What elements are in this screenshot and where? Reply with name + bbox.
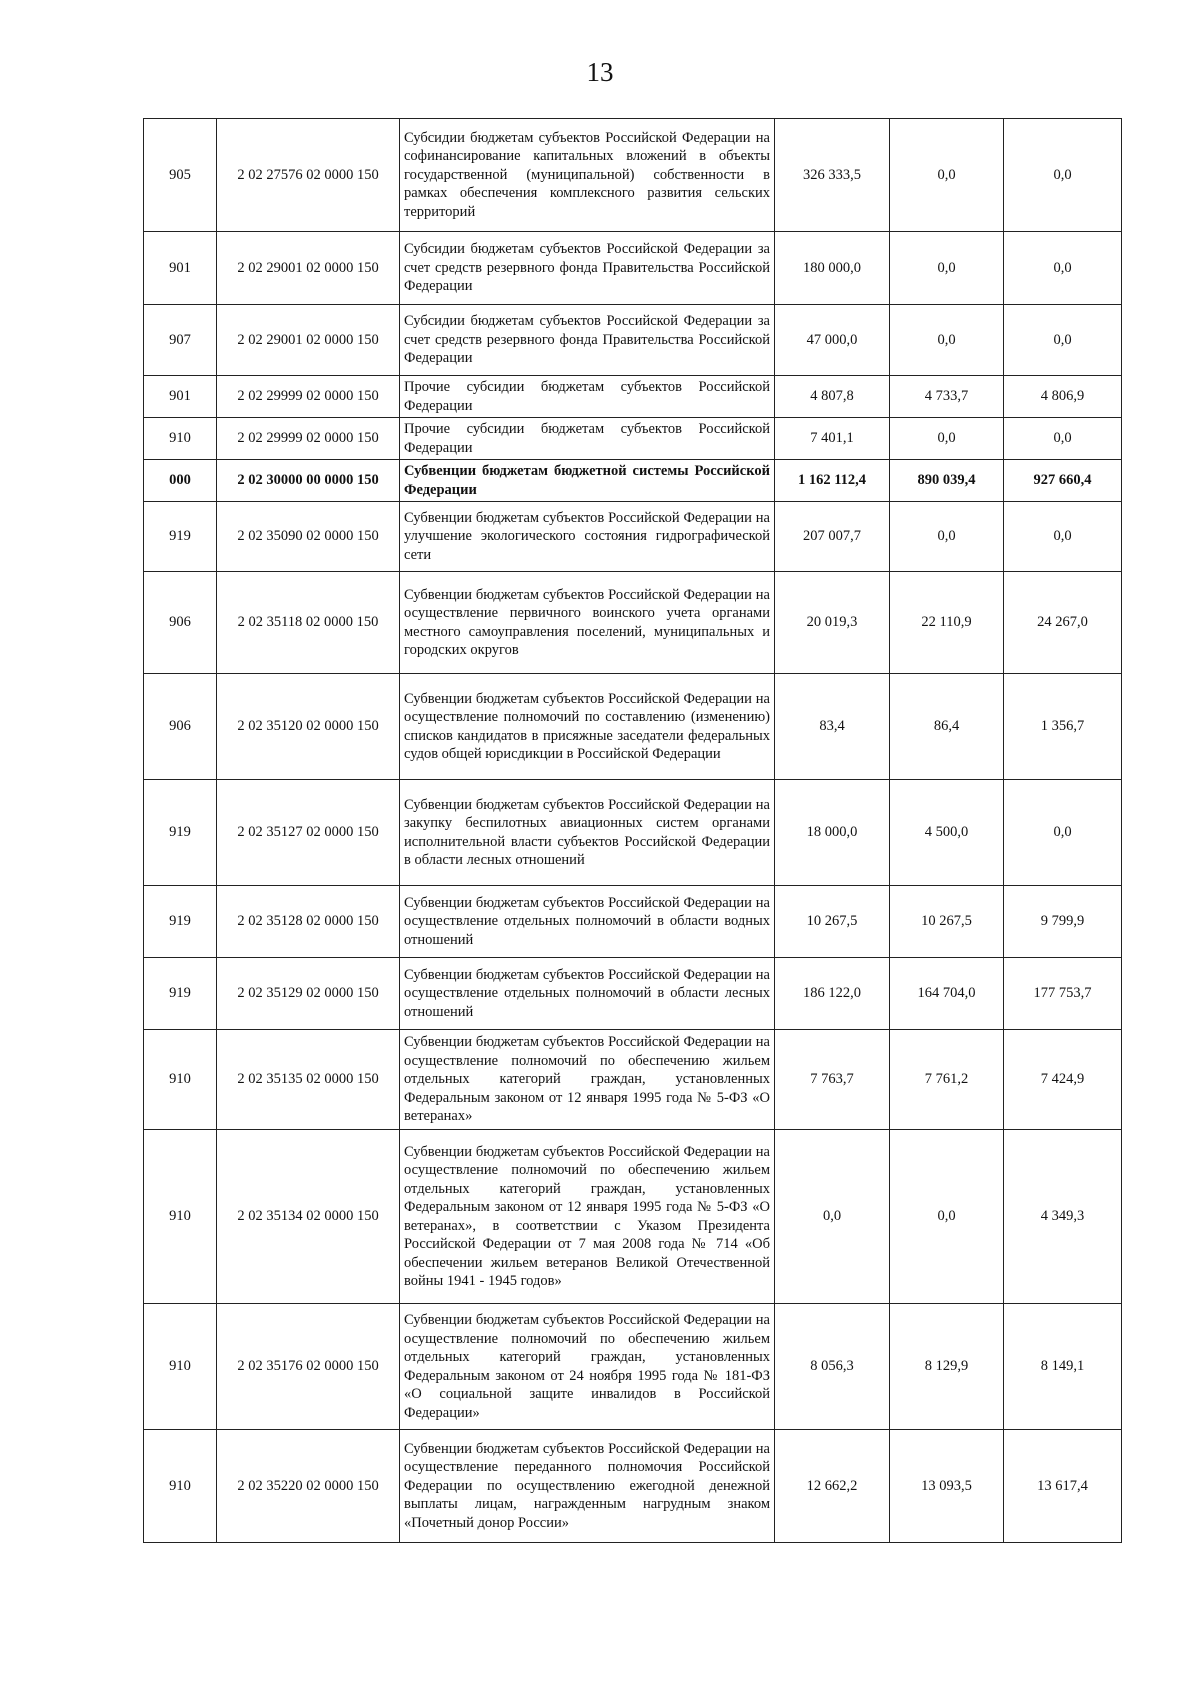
table-row xyxy=(144,572,1122,674)
amount-year-3-cell: 0,0 xyxy=(1004,780,1122,886)
amount-year-3-cell: 927 660,4 xyxy=(1004,460,1122,502)
admin-code-cell: 910 xyxy=(144,1030,217,1130)
revenue-code-cell: 2 02 35127 02 0000 150 xyxy=(217,780,400,886)
revenue-code-cell: 2 02 35090 02 0000 150 xyxy=(217,502,400,572)
revenue-code-cell: 2 02 35120 02 0000 150 xyxy=(217,674,400,780)
amount-year-2-cell: 7 761,2 xyxy=(890,1030,1004,1130)
amount-year-1-cell: 180 000,0 xyxy=(775,232,890,305)
revenue-name-cell: Субвенции бюджетам субъектов Российской Федерации на осуществление переданного полномочия Российской Федерации по осуществлению ежегодной денежной выплаты лицам, награжденным нагрудным знаком «Почетный донор России» xyxy=(400,1430,775,1543)
revenue-name-cell: Субсидии бюджетам субъектов Российской Федерации за счет средств резервного фонда Правительства Российской Федерации xyxy=(400,232,775,305)
revenue-code-cell: 2 02 30000 00 0000 150 xyxy=(217,460,400,502)
amount-year-2-cell: 86,4 xyxy=(890,674,1004,780)
revenue-code-cell: 2 02 35128 02 0000 150 xyxy=(217,886,400,958)
amount-year-1-cell: 326 333,5 xyxy=(775,119,890,232)
revenue-name-cell: Субвенции бюджетам субъектов Российской Федерации на осуществление полномочий по обеспечению жильем отдельных категорий граждан, установленных Федеральным законом от 24 ноября 1995 года № 181-ФЗ «О социальной защите инвалидов в Российской Федерации» xyxy=(400,1304,775,1430)
table-row xyxy=(144,958,1122,1030)
amount-year-2-cell: 4 500,0 xyxy=(890,780,1004,886)
revenue-name-cell: Субвенции бюджетам бюджетной системы Российской Федерации xyxy=(400,460,775,502)
revenue-code-cell: 2 02 35176 02 0000 150 xyxy=(217,1304,400,1430)
revenue-name-cell: Субвенции бюджетам субъектов Российской Федерации на осуществление полномочий по обеспечению жильем отдельных категорий граждан, установленных Федеральным законом от 12 января 1995 года № 5-ФЗ «О ветеранах», в соответствии с Указом Президента Российской Федерации от 7 мая 2008 года № 714 «Об обеспечении жильем ветеранов Великой Отечественной войны 1941 - 1945 годов» xyxy=(400,1130,775,1304)
amount-year-2-cell: 8 129,9 xyxy=(890,1304,1004,1430)
amount-year-3-cell: 24 267,0 xyxy=(1004,572,1122,674)
table-row xyxy=(144,1304,1122,1430)
amount-year-2-cell: 164 704,0 xyxy=(890,958,1004,1030)
amount-year-3-cell: 0,0 xyxy=(1004,502,1122,572)
admin-code-cell: 901 xyxy=(144,232,217,305)
revenue-name-cell: Субвенции бюджетам субъектов Российской Федерации на осуществление полномочий по составлению (изменению) списков кандидатов в присяжные заседатели федеральных судов общей юрисдикции в Российской Федерации xyxy=(400,674,775,780)
table-row xyxy=(144,376,1122,418)
revenue-name-cell: Субвенции бюджетам субъектов Российской Федерации на осуществление отдельных полномочий в области водных отношений xyxy=(400,886,775,958)
admin-code-cell: 901 xyxy=(144,376,217,418)
revenue-name-cell: Прочие субсидии бюджетам субъектов Российской Федерации xyxy=(400,376,775,418)
amount-year-1-cell: 207 007,7 xyxy=(775,502,890,572)
amount-year-3-cell: 13 617,4 xyxy=(1004,1430,1122,1543)
amount-year-1-cell: 10 267,5 xyxy=(775,886,890,958)
revenue-code-cell: 2 02 35129 02 0000 150 xyxy=(217,958,400,1030)
table-row xyxy=(144,780,1122,886)
revenue-name-cell: Прочие субсидии бюджетам субъектов Российской Федерации xyxy=(400,418,775,460)
revenue-code-cell: 2 02 35135 02 0000 150 xyxy=(217,1030,400,1130)
amount-year-1-cell: 47 000,0 xyxy=(775,305,890,376)
amount-year-3-cell: 1 356,7 xyxy=(1004,674,1122,780)
amount-year-2-cell: 0,0 xyxy=(890,232,1004,305)
admin-code-cell: 000 xyxy=(144,460,217,502)
amount-year-1-cell: 83,4 xyxy=(775,674,890,780)
amount-year-2-cell: 890 039,4 xyxy=(890,460,1004,502)
revenue-code-cell: 2 02 29001 02 0000 150 xyxy=(217,232,400,305)
admin-code-cell: 907 xyxy=(144,305,217,376)
table-row xyxy=(144,674,1122,780)
amount-year-2-cell: 0,0 xyxy=(890,305,1004,376)
table-row xyxy=(144,1430,1122,1543)
admin-code-cell: 919 xyxy=(144,958,217,1030)
amount-year-3-cell: 4 806,9 xyxy=(1004,376,1122,418)
amount-year-1-cell: 4 807,8 xyxy=(775,376,890,418)
amount-year-1-cell: 12 662,2 xyxy=(775,1430,890,1543)
amount-year-2-cell: 0,0 xyxy=(890,418,1004,460)
revenue-name-cell: Субсидии бюджетам субъектов Российской Федерации за счет средств резервного фонда Правительства Российской Федерации xyxy=(400,305,775,376)
amount-year-1-cell: 18 000,0 xyxy=(775,780,890,886)
revenue-name-cell: Субвенции бюджетам субъектов Российской Федерации на осуществление отдельных полномочий в области лесных отношений xyxy=(400,958,775,1030)
amount-year-3-cell: 0,0 xyxy=(1004,119,1122,232)
amount-year-2-cell: 4 733,7 xyxy=(890,376,1004,418)
amount-year-2-cell: 0,0 xyxy=(890,119,1004,232)
revenue-code-cell: 2 02 35118 02 0000 150 xyxy=(217,572,400,674)
revenue-name-cell: Субвенции бюджетам субъектов Российской Федерации на улучшение экологического состояния гидрографической сети xyxy=(400,502,775,572)
revenue-code-cell: 2 02 29999 02 0000 150 xyxy=(217,418,400,460)
table-row xyxy=(144,886,1122,958)
revenue-name-cell: Субсидии бюджетам субъектов Российской Федерации на софинансирование капитальных вложений в объекты государственной (муниципальной) собственности в рамках обеспечения комплексного развития сельских территорий xyxy=(400,119,775,232)
revenue-table xyxy=(143,118,1122,1543)
revenue-name-cell: Субвенции бюджетам субъектов Российской Федерации на осуществление первичного воинского учета органами местного самоуправления поселений, муниципальных и городских округов xyxy=(400,572,775,674)
admin-code-cell: 906 xyxy=(144,572,217,674)
table-row xyxy=(144,119,1122,232)
table-row xyxy=(144,305,1122,376)
revenue-code-cell: 2 02 29999 02 0000 150 xyxy=(217,376,400,418)
table-row xyxy=(144,502,1122,572)
amount-year-3-cell: 9 799,9 xyxy=(1004,886,1122,958)
revenue-code-cell: 2 02 27576 02 0000 150 xyxy=(217,119,400,232)
amount-year-2-cell: 13 093,5 xyxy=(890,1430,1004,1543)
admin-code-cell: 919 xyxy=(144,502,217,572)
amount-year-3-cell: 0,0 xyxy=(1004,418,1122,460)
amount-year-1-cell: 7 763,7 xyxy=(775,1030,890,1130)
admin-code-cell: 910 xyxy=(144,1304,217,1430)
amount-year-2-cell: 22 110,9 xyxy=(890,572,1004,674)
amount-year-2-cell: 0,0 xyxy=(890,1130,1004,1304)
amount-year-1-cell: 20 019,3 xyxy=(775,572,890,674)
table-row xyxy=(144,1130,1122,1304)
revenue-code-cell: 2 02 35134 02 0000 150 xyxy=(217,1130,400,1304)
table-row xyxy=(144,232,1122,305)
admin-code-cell: 905 xyxy=(144,119,217,232)
amount-year-3-cell: 177 753,7 xyxy=(1004,958,1122,1030)
amount-year-3-cell: 4 349,3 xyxy=(1004,1130,1122,1304)
table-row xyxy=(144,418,1122,460)
revenue-code-cell: 2 02 35220 02 0000 150 xyxy=(217,1430,400,1543)
table-row xyxy=(144,1030,1122,1130)
amount-year-3-cell: 7 424,9 xyxy=(1004,1030,1122,1130)
amount-year-1-cell: 186 122,0 xyxy=(775,958,890,1030)
admin-code-cell: 910 xyxy=(144,1130,217,1304)
revenue-name-cell: Субвенции бюджетам субъектов Российской Федерации на закупку беспилотных авиационных систем органами исполнительной власти субъектов Российской Федерации в области лесных отношений xyxy=(400,780,775,886)
amount-year-1-cell: 1 162 112,4 xyxy=(775,460,890,502)
admin-code-cell: 919 xyxy=(144,886,217,958)
amount-year-2-cell: 10 267,5 xyxy=(890,886,1004,958)
amount-year-1-cell: 0,0 xyxy=(775,1130,890,1304)
admin-code-cell: 910 xyxy=(144,418,217,460)
amount-year-2-cell: 0,0 xyxy=(890,502,1004,572)
amount-year-3-cell: 8 149,1 xyxy=(1004,1304,1122,1430)
amount-year-1-cell: 8 056,3 xyxy=(775,1304,890,1430)
table-row-total xyxy=(144,460,1122,502)
admin-code-cell: 906 xyxy=(144,674,217,780)
revenue-code-cell: 2 02 29001 02 0000 150 xyxy=(217,305,400,376)
admin-code-cell: 910 xyxy=(144,1430,217,1543)
revenue-name-cell: Субвенции бюджетам субъектов Российской Федерации на осуществление полномочий по обеспечению жильем отдельных категорий граждан, установленных Федеральным законом от 12 января 1995 года № 5-ФЗ «О ветеранах» xyxy=(400,1030,775,1130)
amount-year-1-cell: 7 401,1 xyxy=(775,418,890,460)
amount-year-3-cell: 0,0 xyxy=(1004,232,1122,305)
admin-code-cell: 919 xyxy=(144,780,217,886)
page-number: 13 xyxy=(586,57,614,87)
amount-year-3-cell: 0,0 xyxy=(1004,305,1122,376)
